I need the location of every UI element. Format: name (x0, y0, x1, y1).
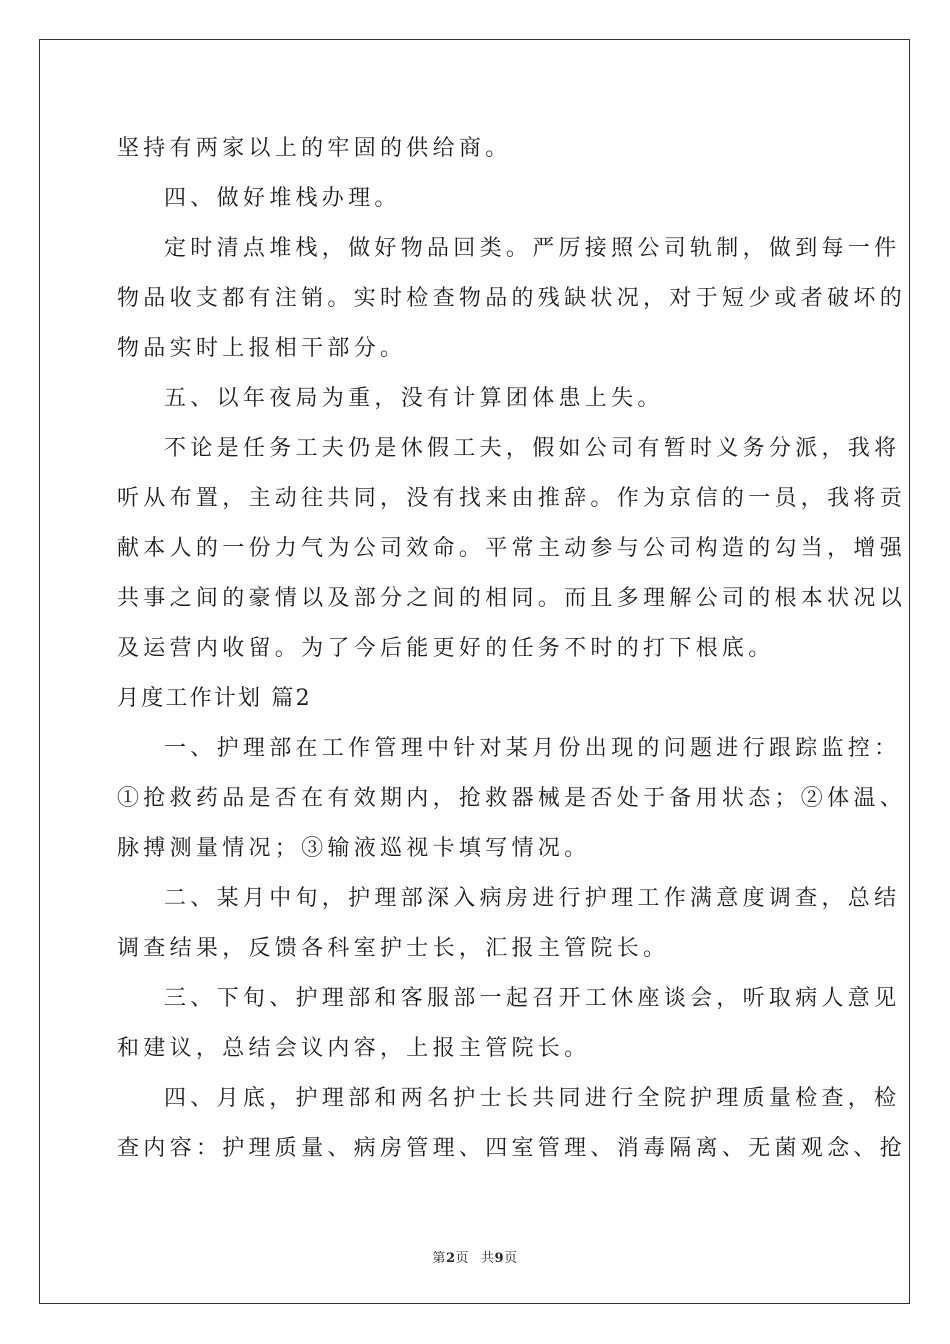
section-heading: 四、做好堆栈办理。 (164, 186, 401, 211)
paragraph-line: 坚持有两家以上的牢固的供给商。 (117, 136, 512, 161)
paragraph-line: 物品收支都有注销。实时检查物品的残缺状况，对于短少或者破坏的 (117, 286, 907, 311)
paragraph-line: 不论是任务工夫仍是休假工夫，假如公司有暂时义务分派，我将 (164, 436, 901, 461)
total-suffix: 页 (504, 1251, 518, 1266)
paragraph-line: 一、护理部在工作管理中针对某月份出现的问题进行跟踪监控： (164, 736, 901, 761)
page-footer (0, 1247, 950, 1266)
page-suffix: 页 (455, 1251, 469, 1266)
paragraph-line: 定时清点堆栈，做好物品回类。严厉接照公司轨制，做到每一件 (164, 236, 901, 261)
paragraph-line: 和建议，总结会议内容，上报主管院长。 (117, 1036, 591, 1061)
total-prefix: 共 (481, 1251, 495, 1266)
paragraph-line: 调查结果，反馈各科室护士长，汇报主管院长。 (117, 936, 670, 961)
paragraph-line: 脉搏测量情况；③输液巡视卡填写情况。 (117, 836, 591, 861)
paragraph-line: 及运营内收留。为了今后能更好的任务不时的打下根底。 (117, 636, 775, 661)
section-heading: 五、以年夜局为重，没有计算团体患上失。 (164, 386, 664, 411)
paragraph-line: 四、月底，护理部和两名护士长共同进行全院护理质量检查，检 (164, 1086, 901, 1111)
paragraph-line: 三、下旬、护理部和客服部一起召开工休座谈会，听取病人意见 (164, 986, 901, 1011)
page-border (39, 39, 910, 1304)
paragraph-line: ①抢救药品是否在有效期内，抢救器械是否处于备用状态；②体温、 (117, 786, 907, 811)
paragraph-line: 查内容：护理质量、病房管理、四室管理、消毒隔离、无菌观念、抢 (117, 1136, 907, 1161)
page-number: 2 (445, 1251, 456, 1266)
page-prefix: 第 (432, 1251, 446, 1266)
paragraph-line: 共事之间的豪情以及部分之间的相同。而且多理解公司的根本状况以 (117, 586, 907, 611)
total-pages: 9 (494, 1251, 505, 1266)
paragraph-line: 物品实时上报相干部分。 (117, 336, 407, 361)
paragraph-line: 二、某月中旬，护理部深入病房进行护理工作满意度调查，总结 (164, 886, 901, 911)
paragraph-line: 听从布置，主动往共同，没有找来由推辞。作为京信的一员，我将贡 (117, 486, 907, 511)
paragraph-line: 献本人的一份力气为公司效命。平常主动参与公司构造的勾当，增强 (117, 536, 907, 561)
article-title: 月度工作计划 篇2 (117, 686, 312, 711)
